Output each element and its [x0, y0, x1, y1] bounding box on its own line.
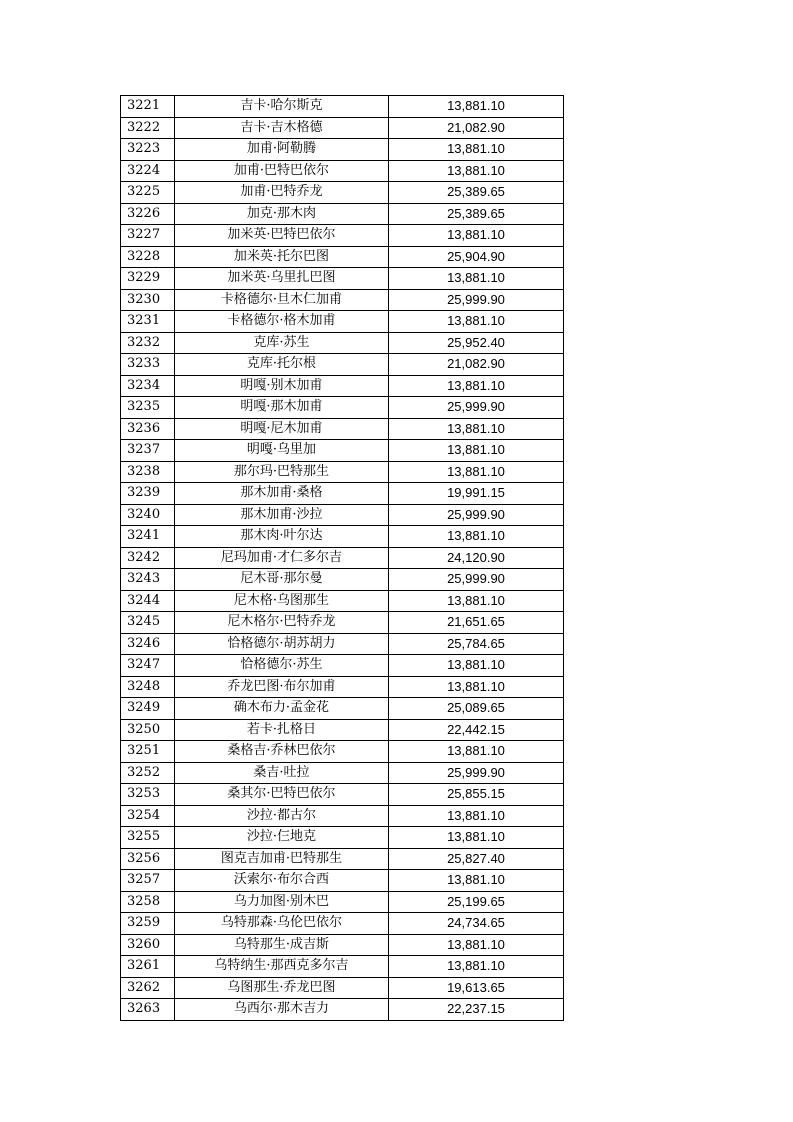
amount-cell: 25,999.90	[389, 397, 564, 419]
table-row	[121, 655, 564, 677]
table-row	[121, 268, 564, 290]
amount-cell: 13,881.10	[389, 741, 564, 763]
table-row	[121, 397, 564, 419]
amount-cell: 13,881.10	[389, 418, 564, 440]
amount-cell: 25,999.90	[389, 569, 564, 591]
row-number-cell: 3252	[121, 762, 175, 784]
amount-cell: 13,881.10	[389, 526, 564, 548]
name-cell: 桑其尔·巴特巴依尔	[175, 784, 389, 806]
name-cell: 恰格德尔·苏生	[175, 655, 389, 677]
table-row	[121, 375, 564, 397]
row-number-cell: 3225	[121, 182, 175, 204]
row-number-cell: 3261	[121, 956, 175, 978]
row-number-cell: 3259	[121, 913, 175, 935]
amount-cell: 21,082.90	[389, 117, 564, 139]
table-row	[121, 913, 564, 935]
table-body	[121, 96, 564, 1021]
amount-cell: 13,881.10	[389, 956, 564, 978]
amount-cell: 25,199.65	[389, 891, 564, 913]
name-cell: 那木加甫·沙拉	[175, 504, 389, 526]
name-cell: 明嘎·尼木加甫	[175, 418, 389, 440]
amount-cell: 13,881.10	[389, 827, 564, 849]
table-row	[121, 139, 564, 161]
row-number-cell: 3246	[121, 633, 175, 655]
amount-cell: 13,881.10	[389, 676, 564, 698]
name-cell: 明嘎·那木加甫	[175, 397, 389, 419]
amount-cell: 19,991.15	[389, 483, 564, 505]
row-number-cell: 3235	[121, 397, 175, 419]
name-cell: 克库·托尔根	[175, 354, 389, 376]
name-cell: 乌特纳生·那西克多尔吉	[175, 956, 389, 978]
name-cell: 若卡·扎格日	[175, 719, 389, 741]
amount-cell: 25,389.65	[389, 182, 564, 204]
row-number-cell: 3224	[121, 160, 175, 182]
table-row	[121, 956, 564, 978]
name-cell: 恰格德尔·胡苏胡力	[175, 633, 389, 655]
table-row	[121, 418, 564, 440]
row-number-cell: 3237	[121, 440, 175, 462]
row-number-cell: 3248	[121, 676, 175, 698]
row-number-cell: 3231	[121, 311, 175, 333]
name-cell: 明嘎·别木加甫	[175, 375, 389, 397]
name-cell: 加甫·巴特巴依尔	[175, 160, 389, 182]
row-number-cell: 3260	[121, 934, 175, 956]
amount-cell: 13,881.10	[389, 461, 564, 483]
row-number-cell: 3249	[121, 698, 175, 720]
amount-cell: 24,734.65	[389, 913, 564, 935]
data-table	[120, 95, 564, 1021]
name-cell: 加甫·巴特乔龙	[175, 182, 389, 204]
row-number-cell: 3257	[121, 870, 175, 892]
name-cell: 乌力加图·别木巴	[175, 891, 389, 913]
name-cell: 乌图那生·乔龙巴图	[175, 977, 389, 999]
row-number-cell: 3238	[121, 461, 175, 483]
amount-cell: 13,881.10	[389, 268, 564, 290]
table-row	[121, 117, 564, 139]
row-number-cell: 3256	[121, 848, 175, 870]
row-number-cell: 3262	[121, 977, 175, 999]
row-number-cell: 3247	[121, 655, 175, 677]
amount-cell: 22,237.15	[389, 999, 564, 1021]
name-cell: 乌特那生·成吉斯	[175, 934, 389, 956]
table-row	[121, 483, 564, 505]
name-cell: 卡格德尔·旦木仁加甫	[175, 289, 389, 311]
amount-cell: 25,999.90	[389, 762, 564, 784]
table-row	[121, 225, 564, 247]
table-row	[121, 612, 564, 634]
table-row	[121, 698, 564, 720]
name-cell: 加米英·乌里扎巴图	[175, 268, 389, 290]
amount-cell: 21,082.90	[389, 354, 564, 376]
table-row	[121, 999, 564, 1021]
row-number-cell: 3229	[121, 268, 175, 290]
table-row	[121, 332, 564, 354]
amount-cell: 13,881.10	[389, 311, 564, 333]
row-number-cell: 3250	[121, 719, 175, 741]
row-number-cell: 3226	[121, 203, 175, 225]
amount-cell: 13,881.10	[389, 590, 564, 612]
table-row	[121, 203, 564, 225]
name-cell: 尼木格尔·巴特乔龙	[175, 612, 389, 634]
table-row	[121, 569, 564, 591]
name-cell: 加甫·阿勒腾	[175, 139, 389, 161]
table-row	[121, 461, 564, 483]
amount-cell: 22,442.15	[389, 719, 564, 741]
name-cell: 尼木格·乌图那生	[175, 590, 389, 612]
row-number-cell: 3227	[121, 225, 175, 247]
amount-cell: 13,881.10	[389, 870, 564, 892]
row-number-cell: 3243	[121, 569, 175, 591]
row-number-cell: 3221	[121, 96, 175, 118]
name-cell: 乌特那森·乌伦巴依尔	[175, 913, 389, 935]
table-row	[121, 440, 564, 462]
name-cell: 加米英·巴特巴依尔	[175, 225, 389, 247]
name-cell: 克库·苏生	[175, 332, 389, 354]
amount-cell: 13,881.10	[389, 805, 564, 827]
row-number-cell: 3228	[121, 246, 175, 268]
row-number-cell: 3244	[121, 590, 175, 612]
table-row	[121, 870, 564, 892]
row-number-cell: 3255	[121, 827, 175, 849]
table-row	[121, 891, 564, 913]
table-row	[121, 547, 564, 569]
amount-cell: 25,827.40	[389, 848, 564, 870]
amount-cell: 13,881.10	[389, 655, 564, 677]
name-cell: 明嘎·乌里加	[175, 440, 389, 462]
name-cell: 图克吉加甫·巴特那生	[175, 848, 389, 870]
name-cell: 那尔玛·巴特那生	[175, 461, 389, 483]
row-number-cell: 3234	[121, 375, 175, 397]
name-cell: 确木布力·孟金花	[175, 698, 389, 720]
amount-cell: 13,881.10	[389, 440, 564, 462]
amount-cell: 13,881.10	[389, 934, 564, 956]
row-number-cell: 3230	[121, 289, 175, 311]
amount-cell: 13,881.10	[389, 139, 564, 161]
amount-cell: 21,651.65	[389, 612, 564, 634]
amount-cell: 25,904.90	[389, 246, 564, 268]
name-cell: 卡格德尔·格木加甫	[175, 311, 389, 333]
name-cell: 尼木哥·那尔曼	[175, 569, 389, 591]
row-number-cell: 3245	[121, 612, 175, 634]
amount-cell: 13,881.10	[389, 96, 564, 118]
table-row	[121, 676, 564, 698]
table-row	[121, 633, 564, 655]
table-row	[121, 848, 564, 870]
name-cell: 沃索尔·布尔合西	[175, 870, 389, 892]
table-row	[121, 246, 564, 268]
amount-cell: 25,952.40	[389, 332, 564, 354]
table-row	[121, 96, 564, 118]
table-row	[121, 934, 564, 956]
table-row	[121, 977, 564, 999]
row-number-cell: 3241	[121, 526, 175, 548]
name-cell: 沙拉·都古尔	[175, 805, 389, 827]
name-cell: 乌西尔·那木吉力	[175, 999, 389, 1021]
amount-cell: 25,784.65	[389, 633, 564, 655]
row-number-cell: 3254	[121, 805, 175, 827]
row-number-cell: 3258	[121, 891, 175, 913]
row-number-cell: 3240	[121, 504, 175, 526]
table-row	[121, 289, 564, 311]
name-cell: 乔龙巴图·布尔加甫	[175, 676, 389, 698]
table-row	[121, 827, 564, 849]
table-row	[121, 160, 564, 182]
name-cell: 那木肉·叶尔达	[175, 526, 389, 548]
row-number-cell: 3263	[121, 999, 175, 1021]
amount-cell: 19,613.65	[389, 977, 564, 999]
name-cell: 沙拉·仨地克	[175, 827, 389, 849]
table-row	[121, 311, 564, 333]
row-number-cell: 3239	[121, 483, 175, 505]
name-cell: 桑吉·吐拉	[175, 762, 389, 784]
name-cell: 吉卡·吉木格德	[175, 117, 389, 139]
table-row	[121, 741, 564, 763]
table-row	[121, 590, 564, 612]
name-cell: 加克·那木肉	[175, 203, 389, 225]
amount-cell: 25,999.90	[389, 504, 564, 526]
table-row	[121, 182, 564, 204]
amount-cell: 13,881.10	[389, 375, 564, 397]
name-cell: 那木加甫·桑格	[175, 483, 389, 505]
amount-cell: 25,389.65	[389, 203, 564, 225]
table-row	[121, 504, 564, 526]
table-row	[121, 762, 564, 784]
table-row	[121, 805, 564, 827]
row-number-cell: 3236	[121, 418, 175, 440]
amount-cell: 25,999.90	[389, 289, 564, 311]
table-row	[121, 354, 564, 376]
row-number-cell: 3233	[121, 354, 175, 376]
amount-cell: 13,881.10	[389, 225, 564, 247]
row-number-cell: 3223	[121, 139, 175, 161]
name-cell: 吉卡·哈尔斯克	[175, 96, 389, 118]
amount-cell: 25,855.15	[389, 784, 564, 806]
row-number-cell: 3242	[121, 547, 175, 569]
amount-cell: 24,120.90	[389, 547, 564, 569]
name-cell: 桑格吉·乔林巴依尔	[175, 741, 389, 763]
row-number-cell: 3251	[121, 741, 175, 763]
table-row	[121, 526, 564, 548]
row-number-cell: 3222	[121, 117, 175, 139]
table-row	[121, 719, 564, 741]
row-number-cell: 3253	[121, 784, 175, 806]
amount-cell: 13,881.10	[389, 160, 564, 182]
name-cell: 加米英·托尔巴图	[175, 246, 389, 268]
amount-cell: 25,089.65	[389, 698, 564, 720]
row-number-cell: 3232	[121, 332, 175, 354]
name-cell: 尼玛加甫·才仁多尔吉	[175, 547, 389, 569]
table-row	[121, 784, 564, 806]
